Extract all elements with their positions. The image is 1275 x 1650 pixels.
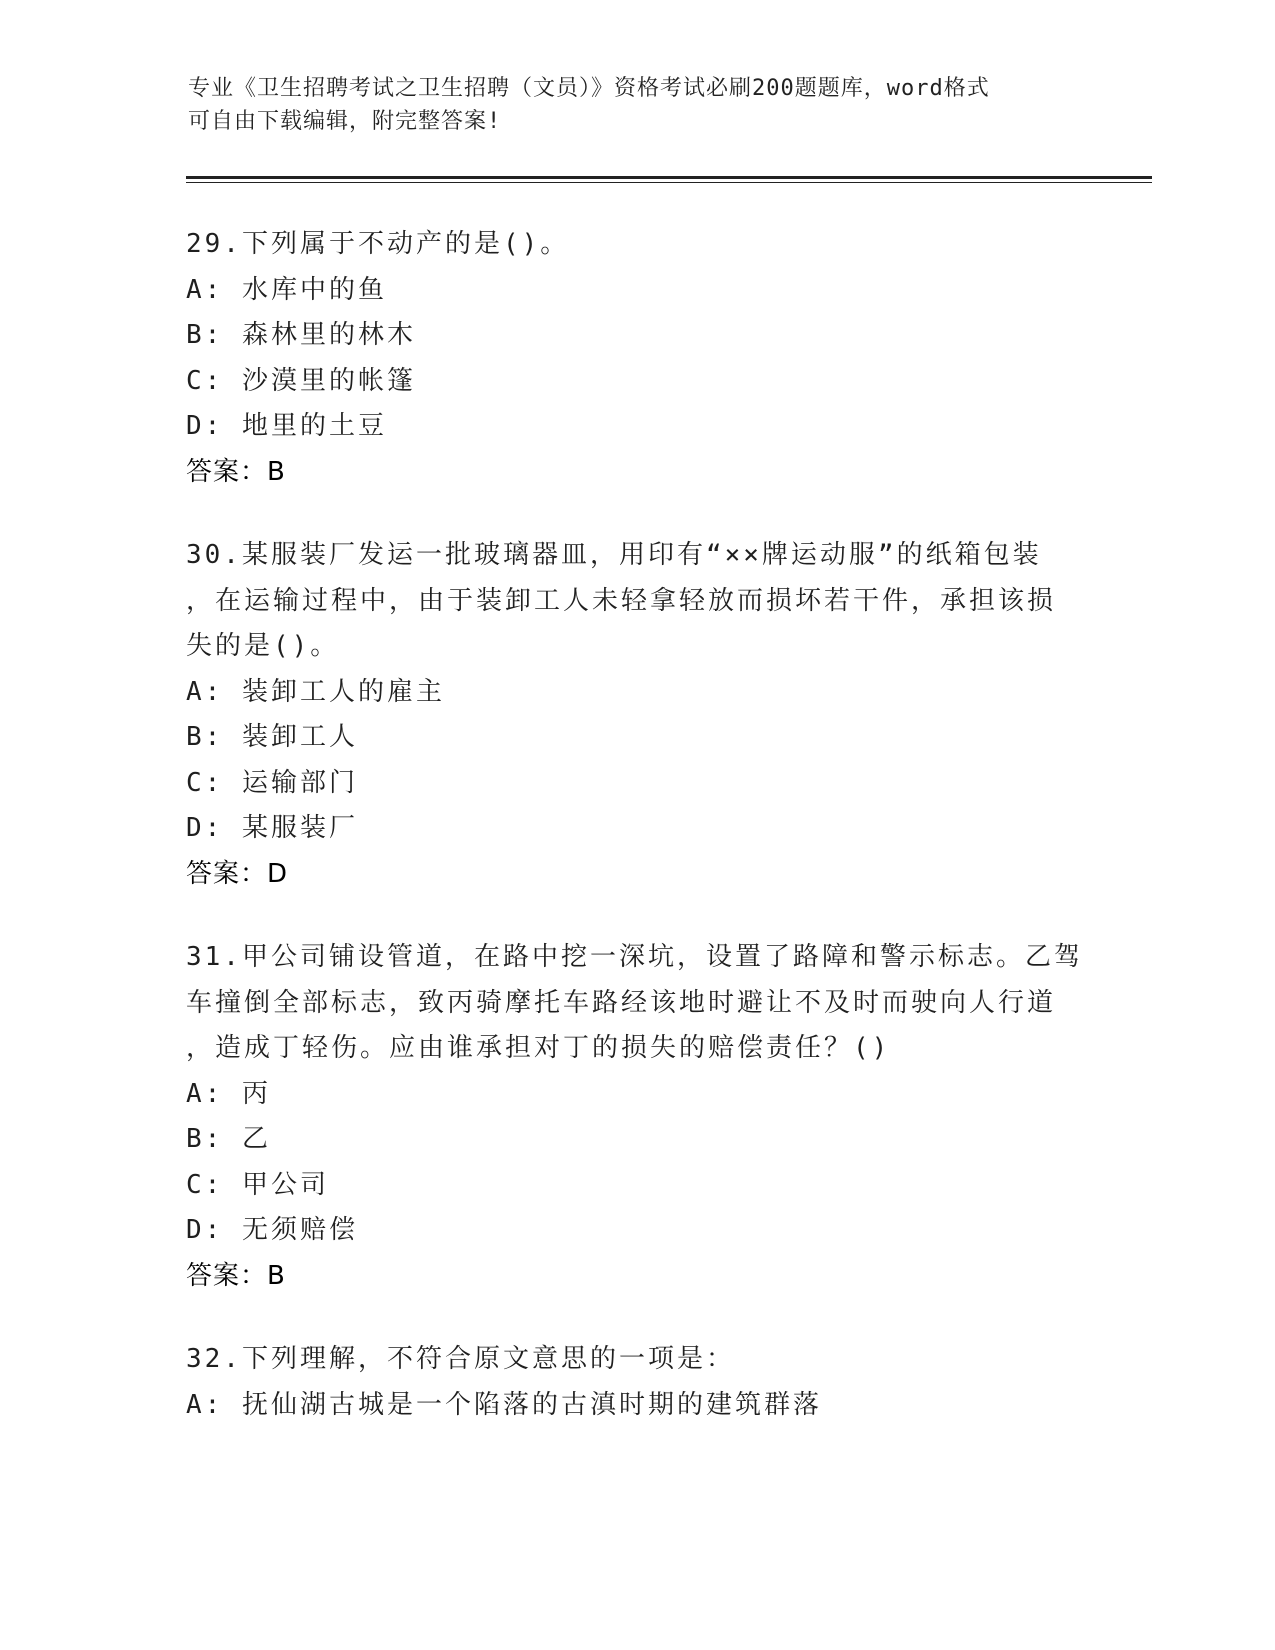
header-line-1: 专业《卫生招聘考试之卫生招聘（文员）》资格考试必刷200题题库，word格式 [188, 76, 990, 101]
document-header [188, 72, 1088, 138]
answer-text: 答案：B [186, 456, 286, 487]
option-d: D: 某服装厂 [186, 813, 358, 843]
question-29 [186, 222, 1086, 495]
option-b: B: 装卸工人 [186, 722, 358, 752]
question-text-line-3: ，造成丁轻伤。应由谁承担对丁的损失的赔偿责任？() [186, 1033, 891, 1063]
question-text-line-3: 失的是()。 [186, 631, 340, 661]
option-c: C: 甲公司 [186, 1169, 329, 1200]
header-divider-thick [186, 176, 1152, 179]
option-d: D: 地里的土豆 [186, 411, 387, 441]
question-text-line-2: ，在运输过程中，由于装卸工人未轻拿轻放而损坏若干件，承担该损 [186, 585, 1057, 616]
answer-text: 答案：D [186, 858, 289, 889]
option-a: A: 装卸工人的雇主 [186, 676, 445, 707]
question-30 [186, 533, 1086, 897]
option-b: B: 森林里的林木 [186, 320, 416, 350]
question-text-line-1: 31.甲公司铺设管道，在路中挖一深坑，设置了路障和警示标志。乙驾 [186, 942, 1083, 972]
header-line-2: 可自由下载编辑，附完整答案! [188, 109, 502, 134]
question-32 [186, 1337, 1086, 1428]
question-text-line-2: 车撞倒全部标志，致丙骑摩托车路经该地时避让不及时而驶向人行道 [186, 987, 1057, 1018]
question-31 [186, 935, 1086, 1299]
option-c: C: 运输部门 [186, 767, 358, 798]
question-text: 29.下列属于不动产的是()。 [186, 229, 570, 259]
option-a: A: 水库中的鱼 [186, 274, 387, 305]
option-c: C: 沙漠里的帐篷 [186, 365, 416, 396]
question-text-line-1: 30.某服装厂发运一批玻璃器皿，用印有“××牌运动服”的纸箱包装 [186, 540, 1042, 570]
answer-text: 答案：B [186, 1260, 286, 1291]
option-a: A: 抚仙湖古城是一个陷落的古滇时期的建筑群落 [186, 1389, 822, 1420]
option-b: B: 乙 [186, 1124, 271, 1154]
question-text: 32.下列理解，不符合原文意思的一项是： [186, 1344, 735, 1374]
option-d: D: 无须赔偿 [186, 1215, 358, 1245]
option-a: A: 丙 [186, 1078, 271, 1109]
header-divider-thin [186, 182, 1152, 183]
